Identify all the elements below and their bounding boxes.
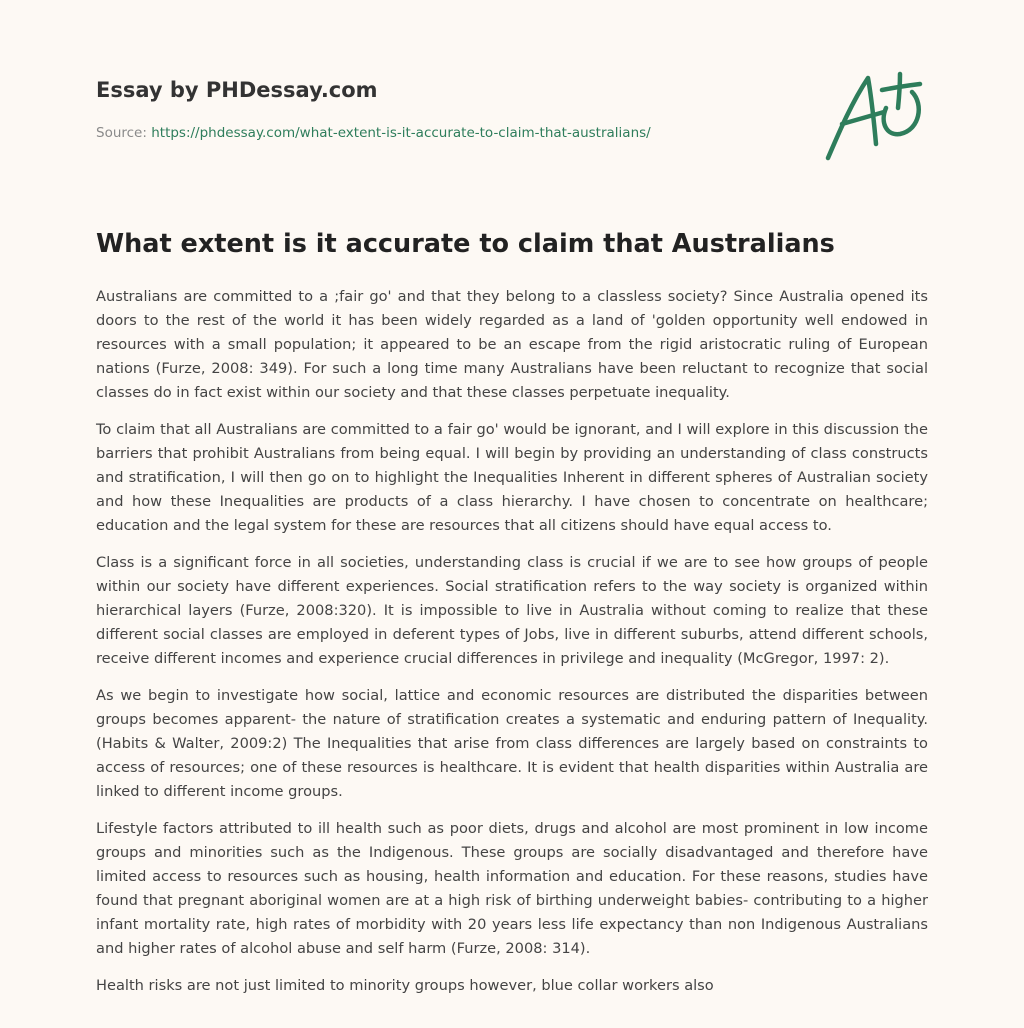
essay-body <box>96 285 928 1011</box>
source-line <box>96 124 796 142</box>
page-header <box>96 76 796 142</box>
essay-paragraph: To claim that all Australians are committed to a fair go' would be ignorant, and I will explore in this discussion the barriers that prohibit Australians from being equal. I will begin by providing an understanding of class constructs and stratification, I will then go on to highlight the Inequalities Inherent in different spheres of Australian society and how these Inequalities are products of a class hierarchy. I have chosen to concentrate on healthcare; education and the legal system for these are resources that all citizens should have equal access to. <box>96 421 928 534</box>
essay-paragraph: Lifestyle factors attributed to ill health such as poor diets, drugs and alcohol are most prominent in low income groups and minorities such as the Indigenous. These groups are socially disadvantaged and therefore have limited access to resources such as housing, health information and education. For these reasons, studies have found that pregnant aboriginal women are at a high risk of birthing underweight babies- contributing to a higher infant mortality rate, high rates of morbidity with 20 years less life expectancy than non Indigenous Australians and higher rates of alcohol abuse and self harm (Furze, 2008: 314). <box>96 820 928 957</box>
source-label: Source: <box>96 125 152 141</box>
essay-paragraph: Health risks are not just limited to minority groups however, blue collar workers also <box>96 977 714 994</box>
site-title: Essay by PHDessay.com <box>96 78 378 102</box>
a-plus-grade-logo-icon <box>818 64 928 164</box>
essay-paragraph: Australians are committed to a ;fair go' and that they belong to a classless society? Since Australia opened its doors to the rest of the world it has been widely regarded as a land of 'golden opportunity well endowed in resources with a small population; it appeared to be an escape from the rigid aristocratic ruling of European nations (Furze, 2008: 349). For such a long time many Australians have been reluctant to recognize that social classes do in fact exist within our society and that these classes perpetuate inequality. <box>96 288 928 401</box>
essay-paragraph: Class is a significant force in all societies, understanding class is crucial if we are to see how groups of people within our society have different experiences. Social stratification refers to the way society is organized within hierarchical layers (Furze, 2008:320). It is impossible to live in Australia without coming to realize that these different social classes are employed in deferent types of Jobs, live in different suburbs, attend different schools, receive different incomes and experience crucial differences in privilege and inequality (McGregor, 1997: 2). <box>96 554 928 667</box>
essay-paragraph: As we begin to investigate how social, lattice and economic resources are distributed the disparities between groups becomes apparent- the nature of stratification creates a systematic and enduring pattern of Inequality. (Habits & Walter, 2009:2) The Inequalities that arise from class differences are largely based on constraints to access of resources; one of these resources is healthcare. It is evident that health disparities within Australia are linked to different income groups. <box>96 687 928 800</box>
essay-title: What extent is it accurate to claim that Australians <box>96 229 835 259</box>
source-link[interactable]: https://phdessay.com/what-extent-is-it-accurate-to-claim-that-australians/ <box>151 125 651 141</box>
